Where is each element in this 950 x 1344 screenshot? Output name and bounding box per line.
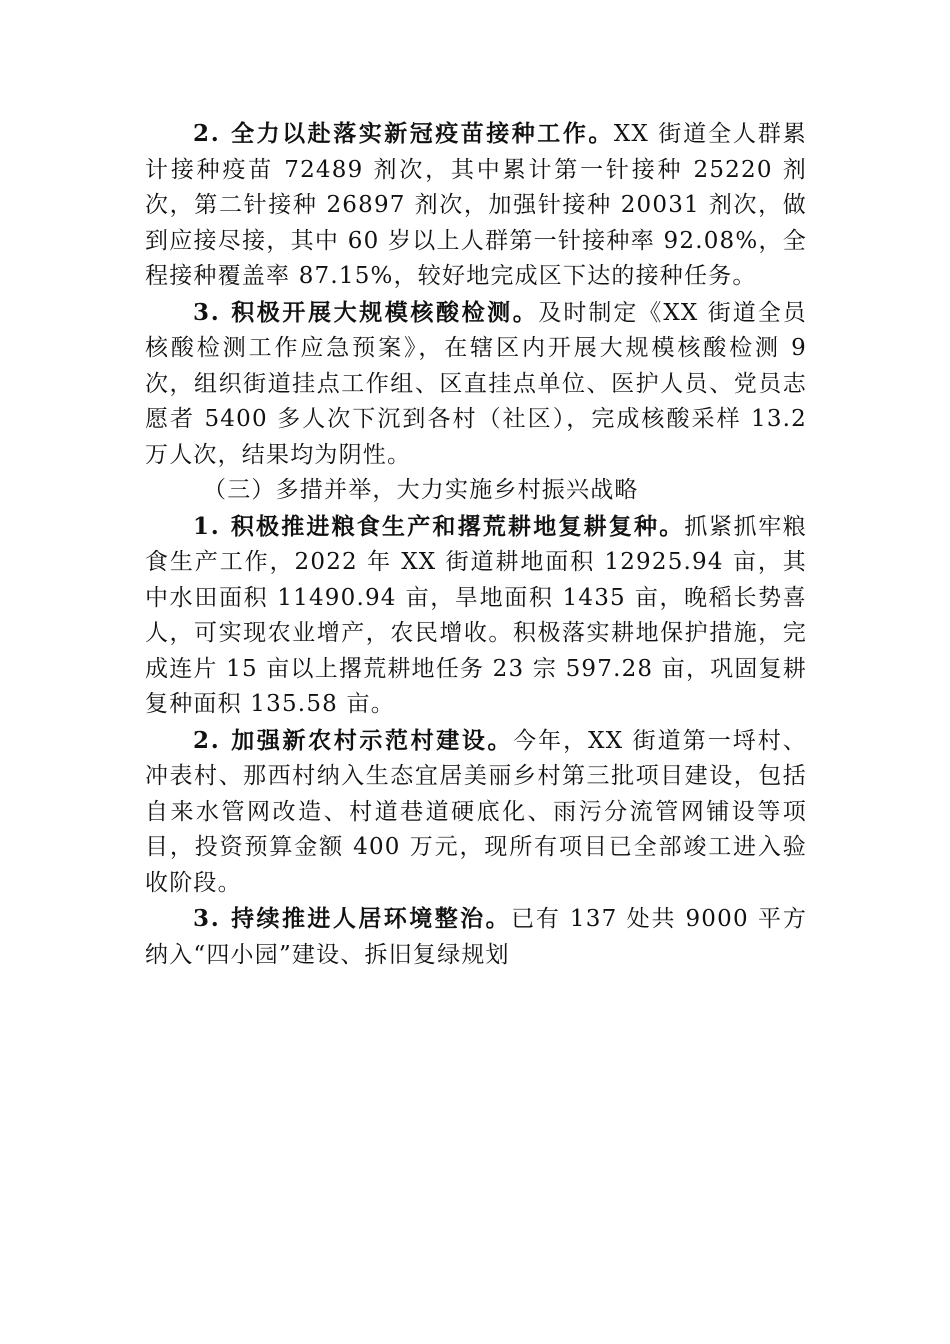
- section-heading: （三）多措并举，大力实施乡村振兴战略: [203, 477, 639, 503]
- paragraph-vaccination: [145, 116, 807, 295]
- paragraph-lead: 2. 加强新农村示范村建设。: [193, 726, 514, 754]
- paragraph-body: XX 街道全人群累计接种疫苗 72489 剂次，其中累计第一针接种 25220 剂次，第二针接种 26897 剂次，加强针接种 20031 剂次，做到应接尽接，其中 60 岁以上人群第一针接种率 92.08%，全程接种覆盖率 87.15%，较好地完成区下达的接种任务。: [145, 121, 808, 289]
- paragraph-body: 及时制定《XX 街道全员核酸检测工作应急预案》，在辖区内开展大规模核酸检测 9 次，组织街道挂点工作组、区直挂点单位、医护人员、党员志愿者 5400 多人次下沉到各村（社区），完成核酸采样 13.2 万人次，结果均为阴性。: [145, 299, 807, 468]
- paragraph-lead: 1. 积极推进粮食生产和撂荒耕地复耕复种。: [193, 512, 685, 540]
- paragraph-body: 今年，XX 街道第一埒村、冲表村、那西村纳入生态宜居美丽乡村第三批项目建设，包括自来水管网改造、村道巷道硬底化、雨污分流管网铺设等项目，投资预算金额 400 万元，现所有项目已全部竣工进入验收阶段。: [145, 727, 807, 896]
- paragraph-lead: 2. 全力以赴落实新冠疫苗接种工作。: [193, 120, 614, 147]
- paragraph-lead: 3. 持续推进人居环境整治。: [193, 905, 512, 932]
- paragraph-model-village: [145, 723, 807, 902]
- paragraph-nucleic-acid-testing: [145, 295, 807, 474]
- paragraph-body: 抓紧抓牢粮食生产工作，2022 年 XX 街道耕地面积 12925.94 亩，其中水田面积 11490.94 亩，旱地面积 1435 亩，晚稻长势喜人，可实现农业增产，农民增收。积极落实耕地保护措施，完成连片 15 亩以上撂荒耕地任务 23 宗 597.28 亩，巩固复耕复种面积 135.58 亩。: [145, 513, 808, 717]
- paragraph-body: 已有 137 处共 9000 平方纳入“四小园”建设、拆旧复绿规划: [145, 906, 808, 968]
- paragraph-lead: 3. 积极开展大规模核酸检测。: [193, 298, 539, 326]
- paragraph-grain-production: [145, 509, 807, 723]
- document-page: [145, 116, 807, 973]
- paragraph-living-environment: [145, 901, 807, 973]
